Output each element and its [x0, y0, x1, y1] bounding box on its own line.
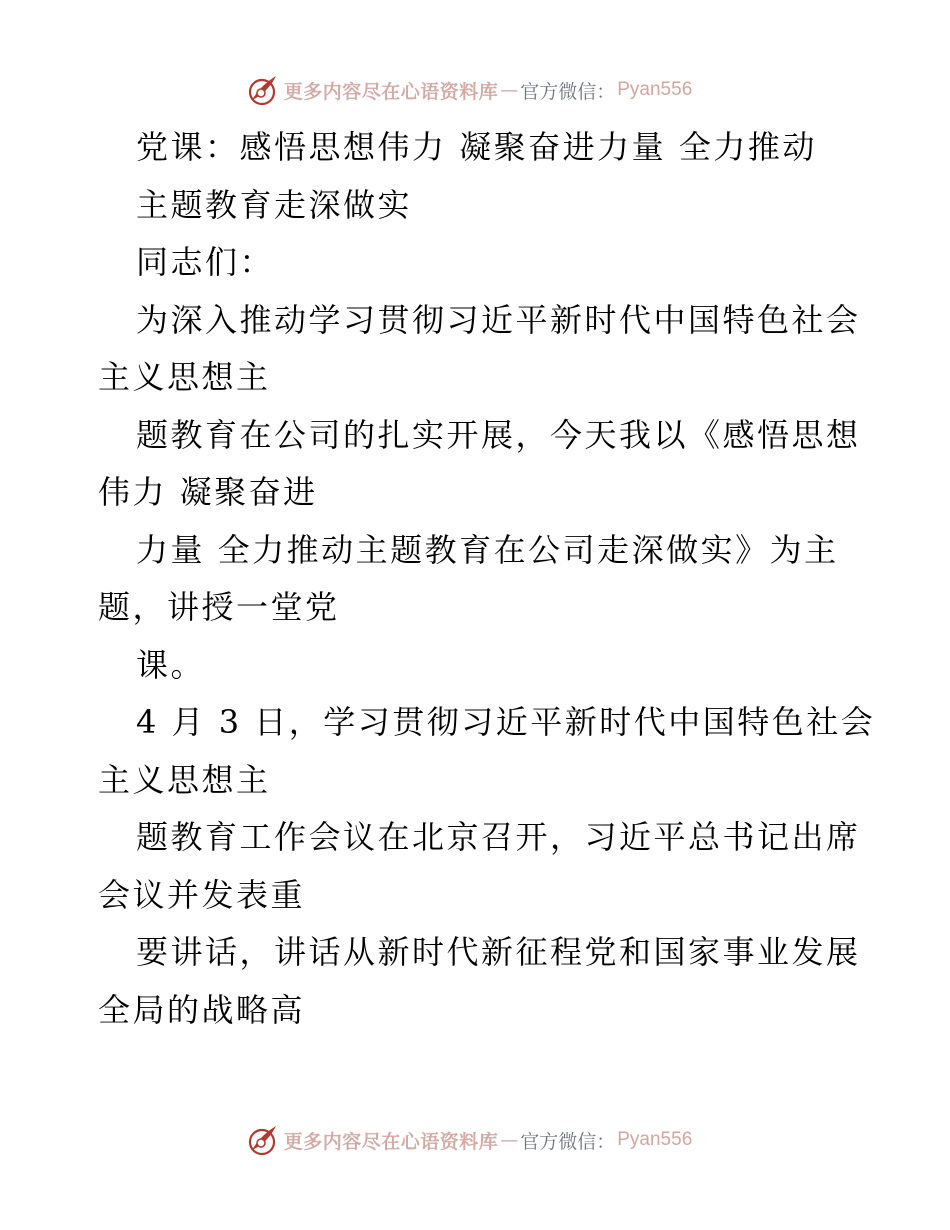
body-text-line: 4 月 3 日，学习贯彻习近平新时代中国特色社会: [136, 703, 876, 741]
quill-logo-icon: [244, 72, 280, 108]
watermark-separator: —: [500, 1129, 519, 1151]
watermark-brand-text: 更多内容尽在心语资料库: [283, 1130, 499, 1153]
body-text-line: 题，讲授一堂党: [98, 588, 340, 626]
header-watermark: [0, 70, 950, 110]
document-body: [98, 119, 876, 1039]
watermark-wechat-id: Pyan556: [617, 79, 693, 100]
body-text-line: 主义思想主: [98, 760, 271, 799]
watermark-separator: —: [500, 79, 519, 101]
footer-watermark: [0, 1120, 950, 1160]
body-text-line: 同志们：: [136, 243, 275, 281]
watermark-wechat-label: 官方微信：: [520, 1130, 616, 1153]
watermark-brand-text: 更多内容尽在心语资料库: [283, 80, 499, 103]
body-text-line: 会议并发表重: [98, 875, 306, 914]
body-text-line: 要讲话，讲话从新时代新征程党和国家事业发展: [136, 933, 861, 971]
body-text-line: 为深入推动学习贯彻习近平新时代中国特色社会: [136, 300, 861, 339]
body-text-line: 力量 全力推动主题教育在公司走深做实》为主: [136, 530, 839, 569]
quill-logo-icon: [244, 1122, 280, 1158]
body-text-line: 主义思想主: [98, 358, 271, 396]
body-text-line: 课。: [136, 645, 206, 684]
body-text-line: 题教育在公司的扎实开展，今天我以《感悟思想: [136, 415, 861, 454]
body-text-line: 伟力 凝聚奋进: [98, 473, 318, 511]
document-title-line: 主题教育走深做实: [136, 185, 413, 224]
document-title-line: 党课：感悟思想伟力 凝聚奋进力量 全力推动: [136, 128, 817, 166]
body-text-line: 题教育工作会议在北京召开，习近平总书记出席: [136, 818, 861, 856]
watermark-wechat-label: 官方微信：: [520, 80, 616, 103]
watermark-wechat-id: Pyan556: [617, 1129, 693, 1150]
body-text-line: 全局的战略高: [98, 990, 306, 1029]
